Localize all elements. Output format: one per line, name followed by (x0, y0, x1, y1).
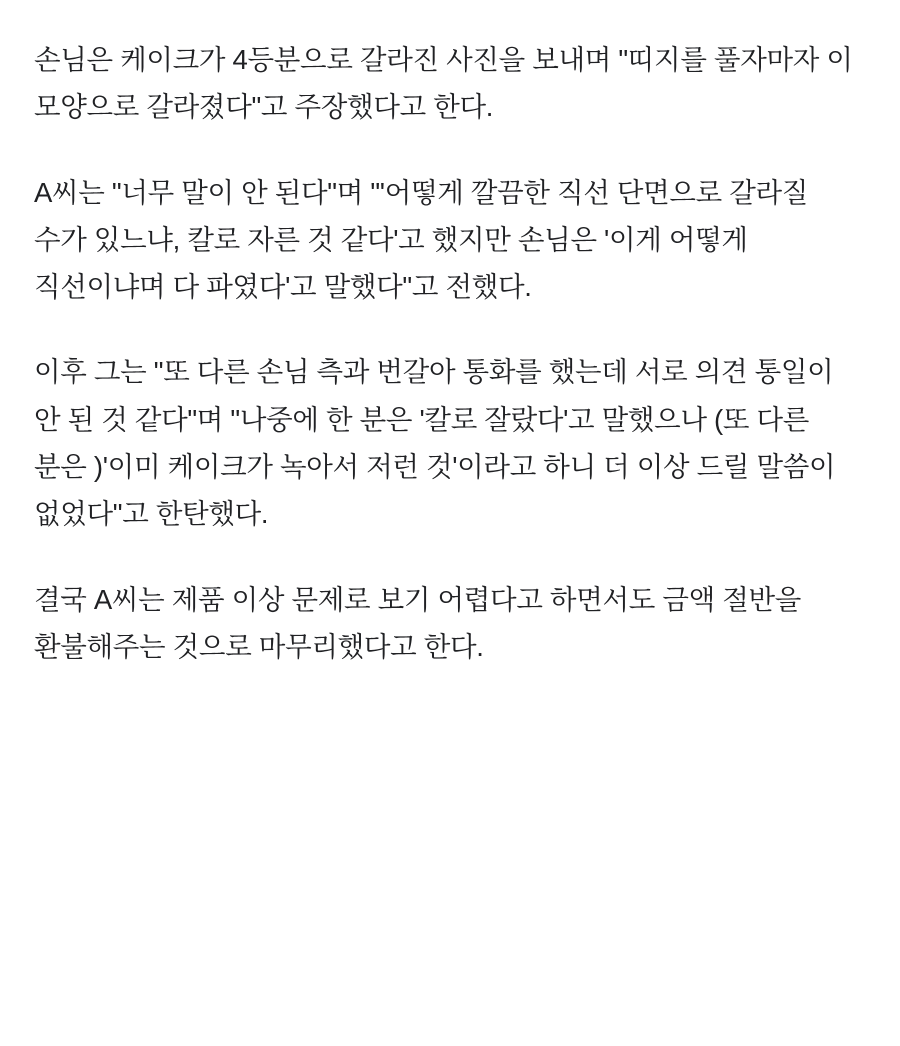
article-paragraph: 결국 A씨는 제품 이상 문제로 보기 어렵다고 하면서도 금액 절반을 환불해주는 것으로 마무리했다고 한다. (34, 583, 809, 662)
article-paragraph: A씨는 "너무 말이 안 된다"며 "'어떻게 깔끔한 직선 단면으로 갈라질 수가 있느냐, 칼로 자른 것 같다'고 했지만 손님은 '이게 어떻게 직선이냐며 다 파였다'고 말했다"고 전했다. (34, 176, 816, 303)
article-paragraph: 손님은 케이크가 4등분으로 갈라진 사진을 보내며 "띠지를 풀자마자 이 모양으로 갈라졌다"고 주장했다고 한다. (34, 44, 860, 123)
article-paragraph: 이후 그는 "또 다른 손님 측과 번갈아 통화를 했는데 서로 의견 통일이 안 된 것 같다"며 "나중에 한 분은 '칼로 잘랐다'고 말했으나 (또 다른 분은 )'이미 케이크가 녹아서 저런 것'이라고 하니 더 이상 드릴 말씀이 없었다"고 한탄했다. (34, 356, 843, 530)
